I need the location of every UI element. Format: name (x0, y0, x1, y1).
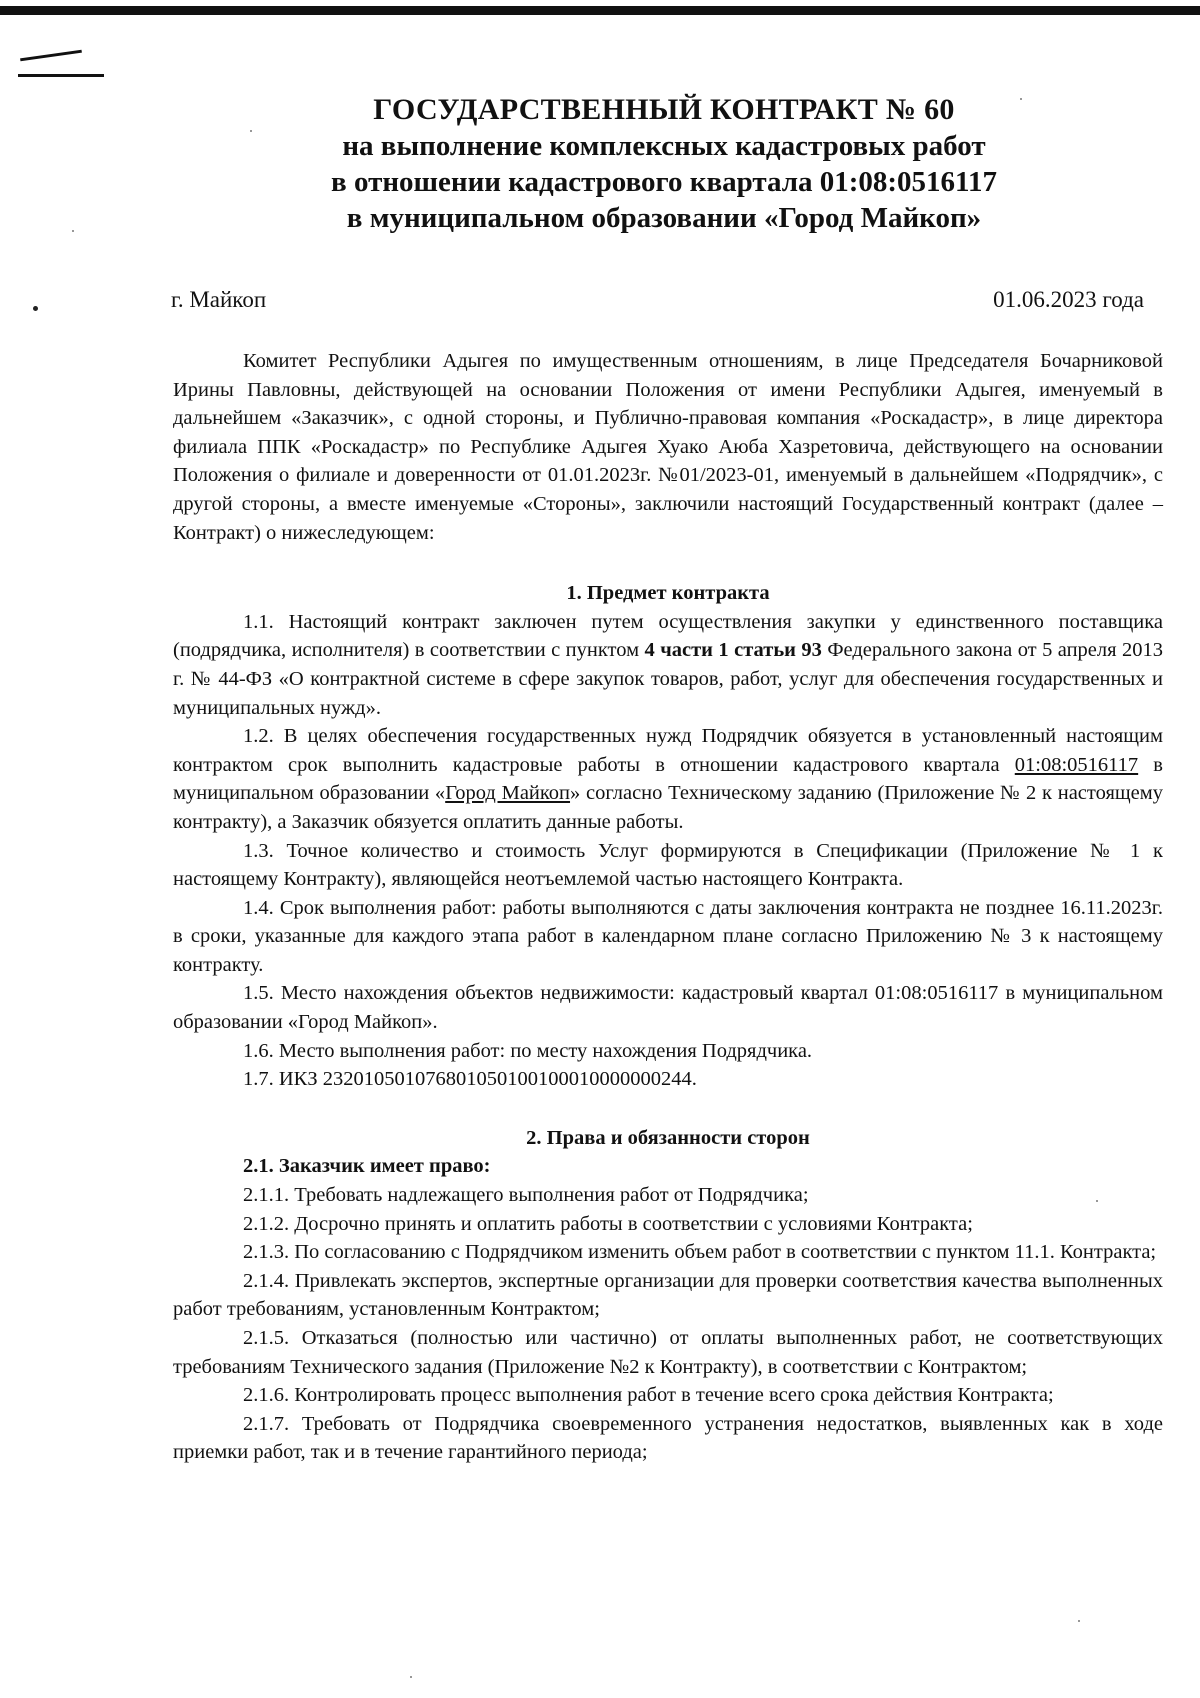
clause-1-3: 1.3. Точное количество и стоимость Услуг формируются в Спецификации (Приложение № 1 к настоящему Контракту), являющейся неотъемлемой частью настоящего Контракта. (173, 839, 1163, 891)
contract-body (173, 347, 1163, 1467)
clause-1-7: 1.7. ИКЗ 232010501076801050100100010000000244. (243, 1068, 697, 1091)
clause-2-1-6: 2.1.6. Контролировать процесс выполнения работ в течение всего срока действия Контракта; (243, 1384, 1054, 1407)
title-line-1: ГОСУДАРСТВЕННЫЙ КОНТРАКТ № 60 (373, 93, 955, 126)
contract-date: 01.06.2023 года (993, 287, 1144, 312)
title-line-2: на выполнение комплексных кадастровых работ (342, 130, 986, 162)
clause-1-5: 1.5. Место нахождения объектов недвижимости: кадастровый квартал 01:08:0516117 в муниципальном образовании «Город Майкоп». (173, 982, 1163, 1034)
scan-speck (410, 1676, 412, 1678)
clause-2-1-3: 2.1.3. По согласованию с Подрядчиком изменить объем работ в соответствии с пунктом 11.1. Контракта; (243, 1241, 1157, 1264)
scan-mark (20, 50, 82, 62)
scan-speck (1078, 1620, 1080, 1622)
title-line-4: в муниципальном образовании «Город Майкоп» (346, 202, 982, 234)
clause-2-1-7: 2.1.7. Требовать от Подрядчика своевременного устранения недостатков, выявленных как в ходе приемки работ, так и в течение гарантийного периода; (173, 1412, 1163, 1464)
section-2-heading: 2. Права и обязанности сторон (526, 1126, 810, 1149)
subsection-2-1-heading: 2.1. Заказчик имеет право: (243, 1155, 491, 1178)
contract-title (150, 92, 1178, 236)
clause-2-1-4: 2.1.4. Привлекать экспертов, экспертные организации для проверки соответствия качества выполненных работ требованиям, установленным Контрактом; (173, 1269, 1163, 1321)
preamble-paragraph: Комитет Республики Адыгея по имущественным отношениям, в лице Председателя Бочарниковой Ирины Павловны, действующей на основании Положения от имени Республики Адыгея, именуемый в дальнейшем «Заказчик», с одной стороны, и Публично-правовая компания «Роскадастр», в лице директора филиала ППК «Роскадастр» по Республике Адыгея Хуако Аюба Хазретовича, действующего на основании Положения о филиале и доверенности от 01.01.2023г. №01/2023-01, именуемый в дальнейшем «Подрядчик», с другой стороны, а вместе именуемые «Стороны», заключили настоящий Государственный контракт (далее – Контракт) о нижеследующем: (173, 350, 1163, 544)
clause-1-4: 1.4. Срок выполнения работ: работы выполняются с даты заключения контракта не позднее 16.11.2023г. в сроки, указанные для каждого этапа работ в календарном плане согласно Приложению № 3 к настоящему контракту. (173, 896, 1163, 976)
scan-mark (18, 74, 104, 77)
clause-2-1-2: 2.1.2. Досрочно принять и оплатить работы в соответствии с условиями Контракта; (243, 1212, 973, 1235)
title-line-3: в отношении кадастрового квартала 01:08:0516117 (331, 166, 997, 198)
clause-2-1-5: 2.1.5. Отказаться (полностью или частично) от оплаты выполненных работ, не соответствующих требованиям Технического задания (Приложение №2 к Контракту), в соответствии с Контрактом; (173, 1327, 1163, 1378)
scan-speck (33, 306, 38, 311)
clause-1-2: 1.2. В целях обеспечения государственных нужд Подрядчик обязуется в установленный настоящим контрактом срок выполнить кадастровые работы в отношении кадастрового квартала 01:08:0516117 в муниципальном образовании «Город Майкоп» согласно Техническому заданию (Приложение № 2 к настоящему контракту), а Заказчик обязуется оплатить данные работы. (173, 725, 1163, 833)
scan-speck (72, 230, 74, 232)
clause-1-6: 1.6. Место выполнения работ: по месту нахождения Подрядчика. (243, 1039, 813, 1062)
scan-top-border (0, 6, 1200, 15)
clause-2-1-1: 2.1.1. Требовать надлежащего выполнения работ от Подрядчика; (243, 1184, 809, 1207)
section-1-heading: 1. Предмет контракта (566, 582, 770, 605)
clause-1-1: 1.1. Настоящий контракт заключен путем осуществления закупки у единственного поставщика (подрядчика, исполнителя) в соответствии с пунктом 4 части 1 статьи 93 Федерального закона от 5 апреля 2013 г. № 44-ФЗ «О контрактной системе в сфере закупок товаров, работ, услуг для обеспечения государственных и муниципальных нужд». (173, 610, 1163, 719)
contract-place: г. Майкоп (171, 287, 267, 312)
